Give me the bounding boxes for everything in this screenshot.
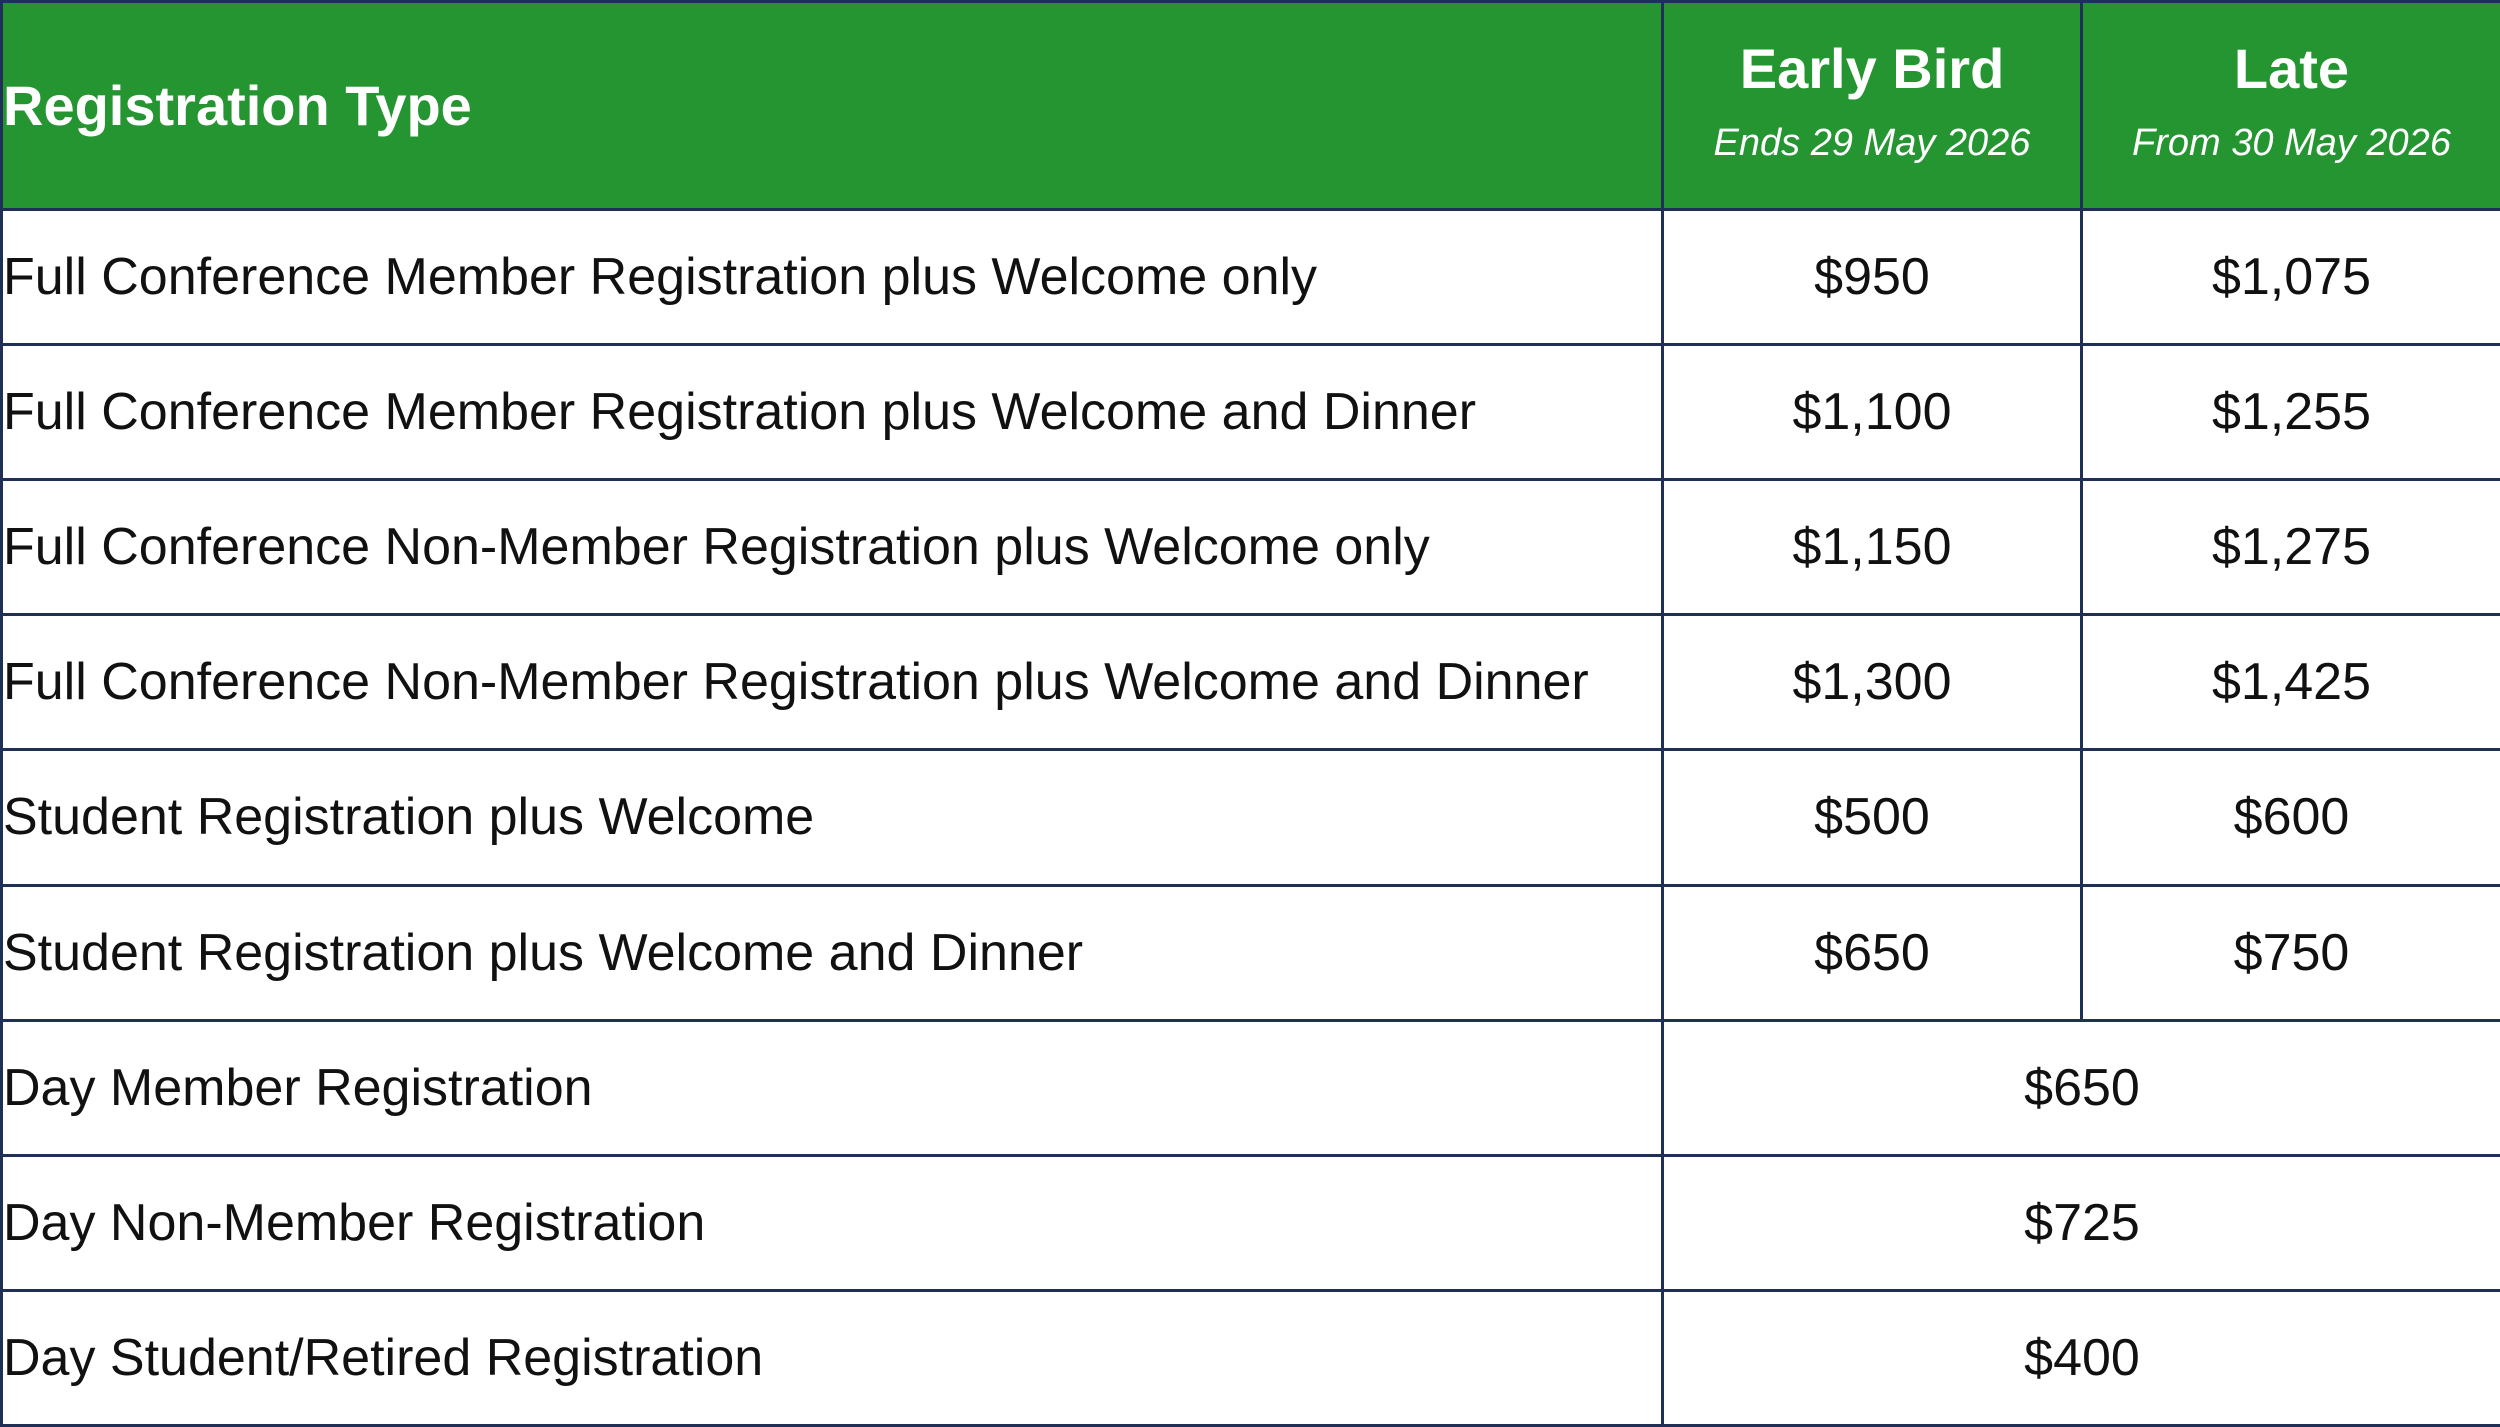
table-body <box>2 210 2500 1426</box>
header-row <box>2 2 2500 210</box>
late-price-cell: $600 <box>2082 750 2500 885</box>
registration-type-cell: Day Student/Retired Registration <box>2 1290 1663 1425</box>
registration-type-cell: Student Registration plus Welcome <box>2 750 1663 885</box>
table-row <box>2 750 2500 885</box>
table-row <box>2 345 2500 480</box>
registration-type-cell: Student Registration plus Welcome and Dinner <box>2 885 1663 1020</box>
table-header <box>2 2 2500 210</box>
table-row <box>2 210 2500 345</box>
late-price-cell: $1,425 <box>2082 615 2500 750</box>
registration-type-cell: Full Conference Non-Member Registration plus Welcome only <box>2 480 1663 615</box>
early-bird-title: Early Bird <box>1739 37 2005 101</box>
late-title: Late <box>2233 37 2350 101</box>
late-price-cell: $1,275 <box>2082 480 2500 615</box>
registration-type-cell: Full Conference Member Registration plus Welcome only <box>2 210 1663 345</box>
early-bird-price-cell: $500 <box>1663 750 2082 885</box>
day-table-row <box>2 1155 2500 1290</box>
day-price-cell: $400 <box>1663 1290 2500 1425</box>
late-price-cell: $750 <box>2082 885 2500 1020</box>
registration-type-cell: Full Conference Non-Member Registration plus Welcome and Dinner <box>2 615 1663 750</box>
table-row <box>2 615 2500 750</box>
day-price-cell: $725 <box>1663 1155 2500 1290</box>
early-bird-deadline: Ends 29 May 2026 <box>1713 121 2031 164</box>
registration-type-header: Registration Type <box>2 2 1663 210</box>
early-bird-header <box>1663 2 2082 210</box>
early-bird-price-cell: $1,300 <box>1663 615 2082 750</box>
day-price-cell: $650 <box>1663 1020 2500 1155</box>
day-table-row <box>2 1020 2500 1155</box>
late-header <box>2082 2 2500 210</box>
late-price-cell: $1,075 <box>2082 210 2500 345</box>
registration-type-cell: Day Member Registration <box>2 1020 1663 1155</box>
registration-type-cell: Day Non-Member Registration <box>2 1155 1663 1290</box>
early-bird-price-cell: $1,100 <box>1663 345 2082 480</box>
table-row <box>2 885 2500 1020</box>
late-start-date: From 30 May 2026 <box>2132 121 2451 164</box>
early-bird-price-cell: $1,150 <box>1663 480 2082 615</box>
table-row <box>2 480 2500 615</box>
late-price-cell: $1,255 <box>2082 345 2500 480</box>
registration-type-cell: Full Conference Member Registration plus Welcome and Dinner <box>2 345 1663 480</box>
early-bird-price-cell: $650 <box>1663 885 2082 1020</box>
early-bird-price-cell: $950 <box>1663 210 2082 345</box>
day-table-row <box>2 1290 2500 1425</box>
